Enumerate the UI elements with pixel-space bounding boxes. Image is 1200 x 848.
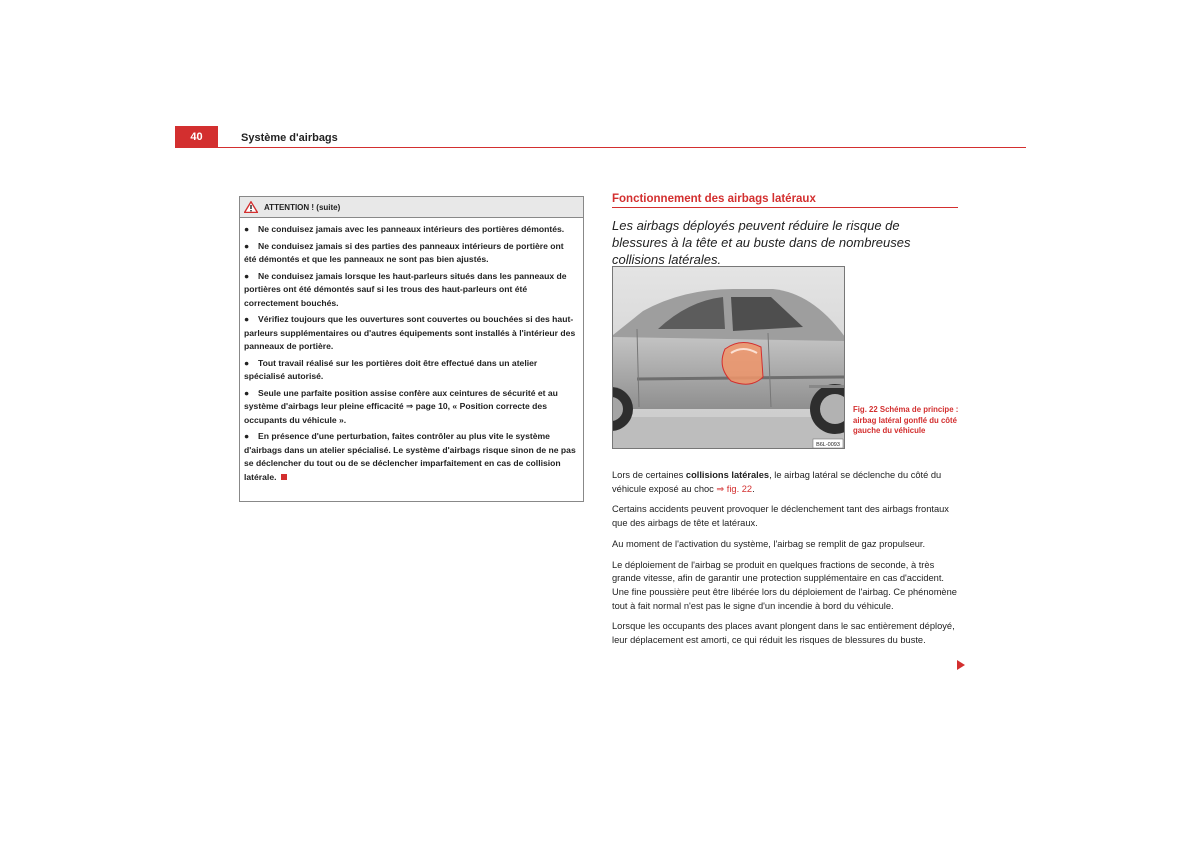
warning-item-text: Ne conduisez jamais avec les panneaux intérieurs des portières démontés. xyxy=(258,224,565,234)
bullet-icon: ● xyxy=(244,387,250,398)
warning-triangle-icon xyxy=(244,201,258,213)
warning-item xyxy=(244,387,578,428)
page-number: 40 xyxy=(175,126,218,148)
body-text xyxy=(612,469,958,655)
warning-item xyxy=(244,240,578,267)
warning-item xyxy=(244,270,578,311)
bullet-icon: ● xyxy=(244,431,250,441)
paragraph: Le déploiement de l'airbag se produit en quelques fractions de seconde, à très grande vitesse, afin de garantir une protection supplémentaire en cas d'accident. Une fine poussière peut être libérée lors du déploiement de l'airbag. Ce phénomène tout à fait normal n'est pas le signe d'un incendie à bord du véhicule. xyxy=(612,559,957,611)
warning-item-text: En présence d'une perturbation, faites contrôler au plus vite le système d'airbags dans un atelier spécialisé. Le système d'airbags risque sinon de ne pas se déclencher du tout ou de se déclencher imparfaitement en cas de collision latérale. xyxy=(244,431,576,482)
paragraph xyxy=(612,469,958,496)
figure-code: B6L-0093 xyxy=(816,442,840,448)
warning-title: ATTENTION ! (suite) xyxy=(264,202,341,212)
chapter-title: Système d'airbags xyxy=(241,132,338,144)
paragraph-text: , le airbag latéral se déclenche du côté du véhicule exposé au choc xyxy=(612,470,942,494)
paragraph: Au moment de l'activation du système, l'airbag se remplit de gaz propulseur. xyxy=(612,538,926,549)
warning-item xyxy=(244,223,578,237)
continue-arrow-icon xyxy=(957,660,965,670)
warning-box xyxy=(239,196,584,502)
warning-item-text: Ne conduisez jamais lorsque les haut-parleurs situés dans les panneaux de portières ont été démontés sauf si les trous des haut-parleurs ont été correctement bouchés. xyxy=(244,270,567,308)
warning-list xyxy=(240,218,583,484)
page-header xyxy=(175,126,1026,148)
paragraph: Certains accidents peuvent provoquer le déclenchement tant des airbags frontaux que des airbags de tête et latéraux. xyxy=(612,504,949,529)
section-intro: Les airbags déployés peuvent réduire le risque de blessures à la tête et au buste dans de nombreuses collisions latérales. xyxy=(612,218,911,267)
warning-item xyxy=(244,313,578,354)
warning-item-text: Vérifiez toujours que les ouvertures sont couvertes ou bouchées si des haut-parleurs supplémentaires ou d'autres équipements sont installés à l'intérieur des panneaux de portière. xyxy=(244,314,576,351)
section xyxy=(612,193,958,268)
car-side-illustration xyxy=(613,267,845,449)
paragraph-text: . xyxy=(752,483,755,494)
figure-caption: Fig. 22 Schéma de principe : airbag latéral gonflé du côté gauche du véhicule xyxy=(853,405,959,435)
bullet-icon: ● xyxy=(244,224,250,234)
warning-item xyxy=(244,430,578,484)
section-end-icon xyxy=(281,474,287,480)
header-divider xyxy=(218,147,1026,148)
warning-item-text: Tout travail réalisé sur les portières doit être effectué dans un atelier spécialisé autorisé. xyxy=(244,357,538,381)
section-title: Fonctionnement des airbags latéraux xyxy=(612,193,958,208)
paragraph-text: Lors de certaines xyxy=(612,470,686,480)
paragraph: Lorsque les occupants des places avant plongent dans le sac entièrement déployé, leur déplacement est amorti, ce qui réduit les risques de blessures du buste. xyxy=(612,621,955,646)
bullet-icon: ● xyxy=(244,270,250,281)
warning-item xyxy=(244,357,578,384)
warning-header xyxy=(240,197,583,218)
warning-item-text: Ne conduisez jamais si des parties des panneaux intérieurs de portière ont été démontés et que les panneaux ne sont pas bien ajustés. xyxy=(244,240,564,264)
figure-car-airbag xyxy=(612,266,845,449)
bullet-icon: ● xyxy=(244,240,250,251)
paragraph-bold: collisions latérales xyxy=(685,470,770,480)
warning-item-text: Seule une parfaite position assise confère aux ceintures de sécurité et au système d'airbags leur pleine efficacité ⇒ page 10, « Position correcte des occupants du véhicule ». xyxy=(244,387,558,425)
bullet-icon: ● xyxy=(244,357,250,368)
bullet-icon: ● xyxy=(244,314,250,324)
figure-link[interactable]: ⇒ fig. 22 xyxy=(716,483,753,494)
